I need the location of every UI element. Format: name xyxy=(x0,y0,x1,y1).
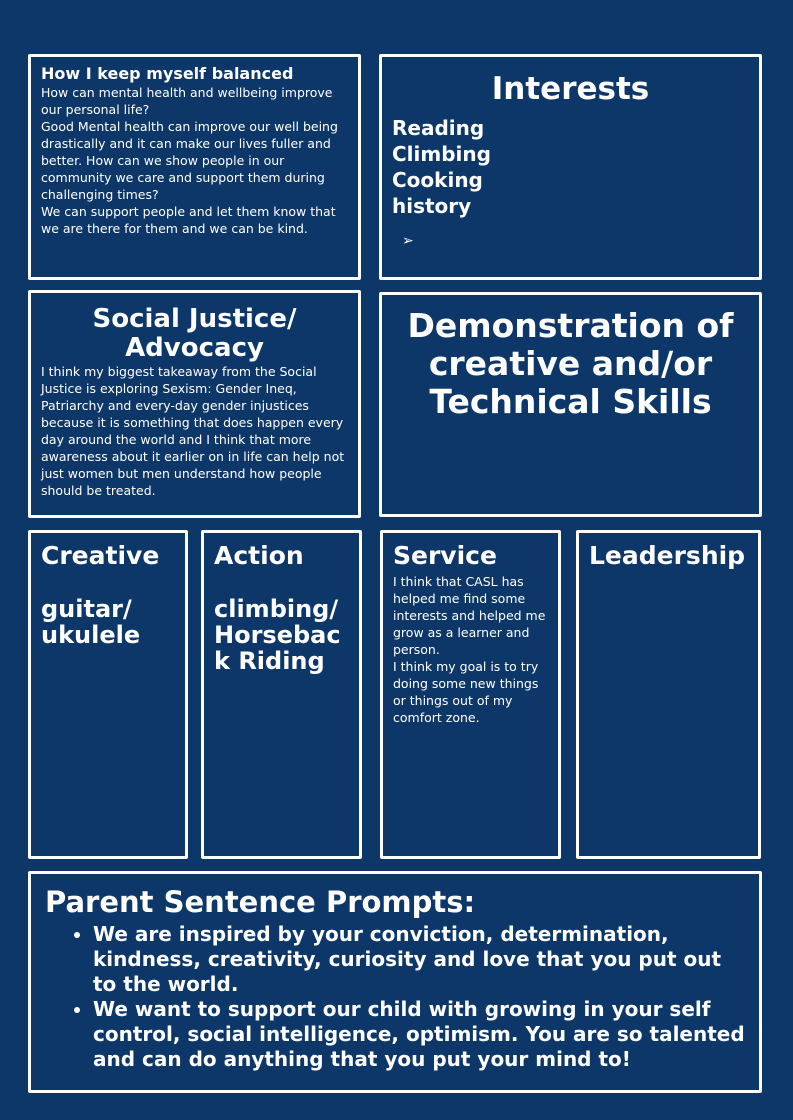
leadership-section xyxy=(576,530,761,859)
interests-section xyxy=(379,54,762,280)
parent-prompt-item: • We are inspired by your conviction, determination, kindness, creativity, curiosity and love that you put out to the world. xyxy=(93,922,745,997)
arrow-bullet-icon: ➢ xyxy=(402,233,414,249)
action-body: climbing/ Horsebac k Riding xyxy=(214,595,341,675)
creative-body: guitar/ ukulele xyxy=(41,595,141,649)
interests-title: Interests xyxy=(491,71,650,107)
demonstration-title: Demonstration of creative and/or Technical Skills xyxy=(407,306,734,421)
interest-item: Climbing xyxy=(392,142,491,166)
leadership-title: Leadership xyxy=(589,541,746,570)
service-paragraph: I think that CASL has helped me find some interests and helped me grow as a learner and person. xyxy=(393,574,546,657)
demonstration-section xyxy=(379,292,762,517)
parent-prompts-list xyxy=(45,922,745,1072)
parent-prompt-item: • We want to support our child with growing in your self control, social intelligence, optimism. You are so talented and can do anything that you put your mind to! xyxy=(93,997,745,1072)
interest-item: history xyxy=(392,194,472,218)
parent-prompts-title: Parent Sentence Prompts: xyxy=(45,885,476,919)
service-paragraph: I think my goal is to try doing some new things or things out of my comfort zone. xyxy=(393,659,539,725)
action-section xyxy=(201,530,362,859)
creative-title: Creative xyxy=(41,541,160,570)
interest-item: Cooking xyxy=(392,168,483,192)
creative-section xyxy=(28,530,188,859)
balance-paragraph: Good Mental health can improve our well being drastically and it can make our lives fuller and better. How can we show people in our community we care and support them during challenging times? xyxy=(41,119,338,202)
interests-list xyxy=(392,115,749,219)
parent-prompts-section xyxy=(28,871,762,1093)
social-justice-body: I think my biggest takeaway from the Social Justice is exploring Sexism: Gender Ineq, Patriarchy and every-day gender injustices because it is something that does happen every day around the world and I think that more awareness about it earlier on in life can help not just women but men understand how people should be treated. xyxy=(41,364,345,498)
interest-item: Reading xyxy=(392,116,485,140)
balance-section xyxy=(28,54,361,280)
service-section xyxy=(380,530,561,859)
social-justice-section xyxy=(28,290,361,518)
service-title: Service xyxy=(393,541,497,570)
balance-paragraph: How can mental health and wellbeing improve our personal life? xyxy=(41,85,333,117)
balance-paragraph: We can support people and let them know that we are there for them and we can be kind. xyxy=(41,204,336,236)
social-justice-title: Social Justice/ Advocacy xyxy=(92,304,297,363)
action-title: Action xyxy=(214,541,304,570)
balance-heading: How I keep myself balanced xyxy=(41,64,294,83)
